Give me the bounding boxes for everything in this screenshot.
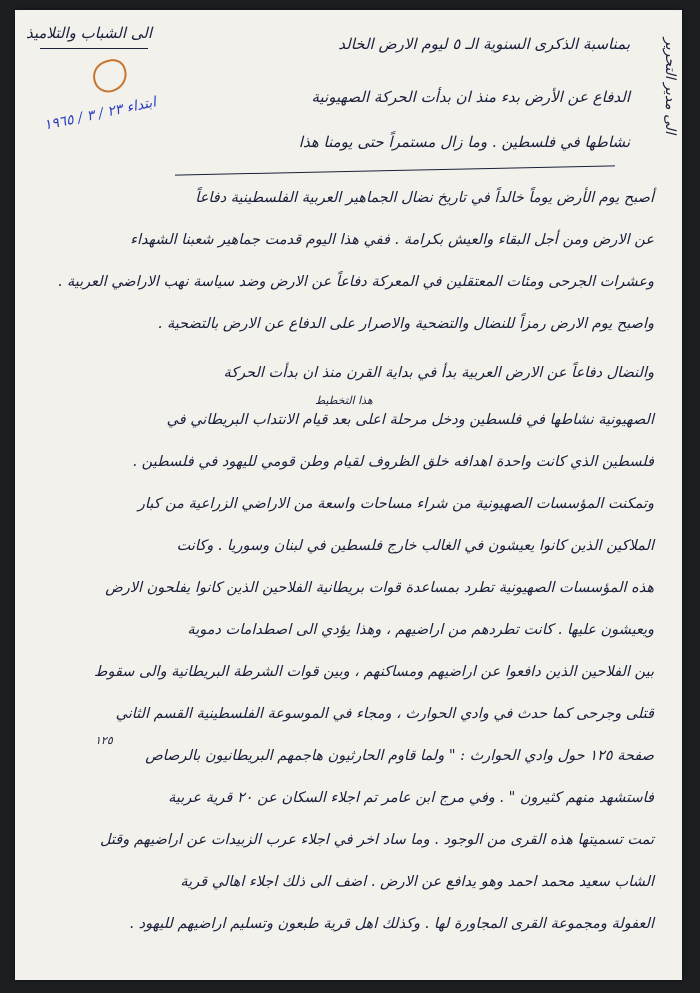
body-line: فلسطين الذي كانت واحدة اهدافه خلق الظروف لقيام وطن قومي لليهود في فلسطين . — [132, 454, 654, 470]
body-line: الملاكين الذين كانوا يعيشون في الغالب خارج فلسطين في لبنان وسوريا . وكانت — [176, 538, 654, 554]
body-line: أصبح يوم الأرض يوماً خالداً في تاريخ نضال الجماهير العربية الفلسطينية دفاعاً — [195, 190, 654, 206]
body-line: وعشرات الجرحى ومئات المعتقلين في المعركة دفاعاً عن الارض وضد سياسة نهب الاراضي العربية . — [57, 274, 654, 290]
body-line: عن الارض ومن أجل البقاء والعيش بكرامة . ففي هذا اليوم قدمت جماهير شعبنا الشهداء — [130, 232, 654, 248]
body-line: الشاب سعيد محمد احمد وهو يدافع عن الارض . اضف الى ذلك اجلاء اهالي قرية — [180, 874, 654, 890]
header-line-2: الدفاع عن الأرض بدء منذ ان بدأت الحركة الصهيونية — [311, 88, 630, 106]
tag-underline — [40, 48, 148, 49]
body-line: واصبح يوم الارض رمزاً للنضال والتضحية والاصرار على الدفاع عن الارض بالتضحية . — [157, 316, 654, 332]
body-line: تمت تسميتها هذه القرى من الوجود . وما ساد اخر في اجلاء عرب الزبيدات عن اراضيهم وقتل — [99, 832, 654, 848]
body-line: ويعيشون عليها . كانت تطردهم من اراضيهم ، وهذا يؤدي الى اصطدامات دموية — [187, 622, 654, 638]
body-line: الصهيونية نشاطها في فلسطين ودخل مرحلة اعلى بعد قيام الانتداب البريطاني في — [166, 412, 654, 428]
header-line-3: نشاطها في فلسطين . وما زال مستمراً حتى يومنا هذا — [298, 133, 630, 151]
body-line: هذه المؤسسات الصهيونية تطرد بمساعدة قوات بريطانية الفلاحين الذين كانوا يفلحون الارض — [105, 580, 654, 596]
recipient-tag: الى الشباب والتلاميذ — [25, 24, 152, 42]
page-reference-note: ١٢٥ — [95, 734, 113, 747]
body-line: والنضال دفاعاً عن الارض العربية بدأ في بداية القرن منذ ان بدأت الحركة — [223, 365, 654, 381]
margin-side-note: الى مدير التحرير — [662, 38, 678, 134]
body-line: بين الفلاحين الذين دافعوا عن اراضيهم ومساكنهم ، وبين قوات الشرطة البريطانية والى سقوط — [94, 664, 654, 680]
body-line: العفولة ومجموعة القرى المجاورة لها . وكذلك اهل قرية طبعون وتسليم اراضيهم لليهود . — [129, 916, 654, 932]
letter-sheet — [15, 10, 682, 980]
body-line: وتمكنت المؤسسات الصهيونية من شراء مساحات واسعة من الاراضي الزراعية من كبار — [137, 496, 654, 512]
header-divider — [175, 165, 615, 175]
blue-ink-date-note: ابتداء ٢٣ / ٣ / ١٩٦٥ — [42, 94, 158, 134]
orange-pen-mark — [89, 56, 130, 96]
header-line-1: بمناسبة الذكرى السنوية الـ ٥ ليوم الارض الخالد — [338, 35, 630, 53]
body-line: فاستشهد منهم كثيرون " . وفي مرج ابن عامر تم اجلاء السكان عن ٢٠ قرية عربية — [168, 790, 654, 806]
body-line: قتلى وجرحى كما حدث في وادي الحوارث ، ومجاء في الموسوعة الفلسطينية القسم الثاني — [115, 706, 654, 722]
insert-annotation: هذا التخطيط — [315, 394, 373, 407]
body-line: صفحة ١٢٥ حول وادي الحوارث : " ولما قاوم الحارثيون هاجمهم البريطانيون بالرصاص — [145, 748, 654, 764]
